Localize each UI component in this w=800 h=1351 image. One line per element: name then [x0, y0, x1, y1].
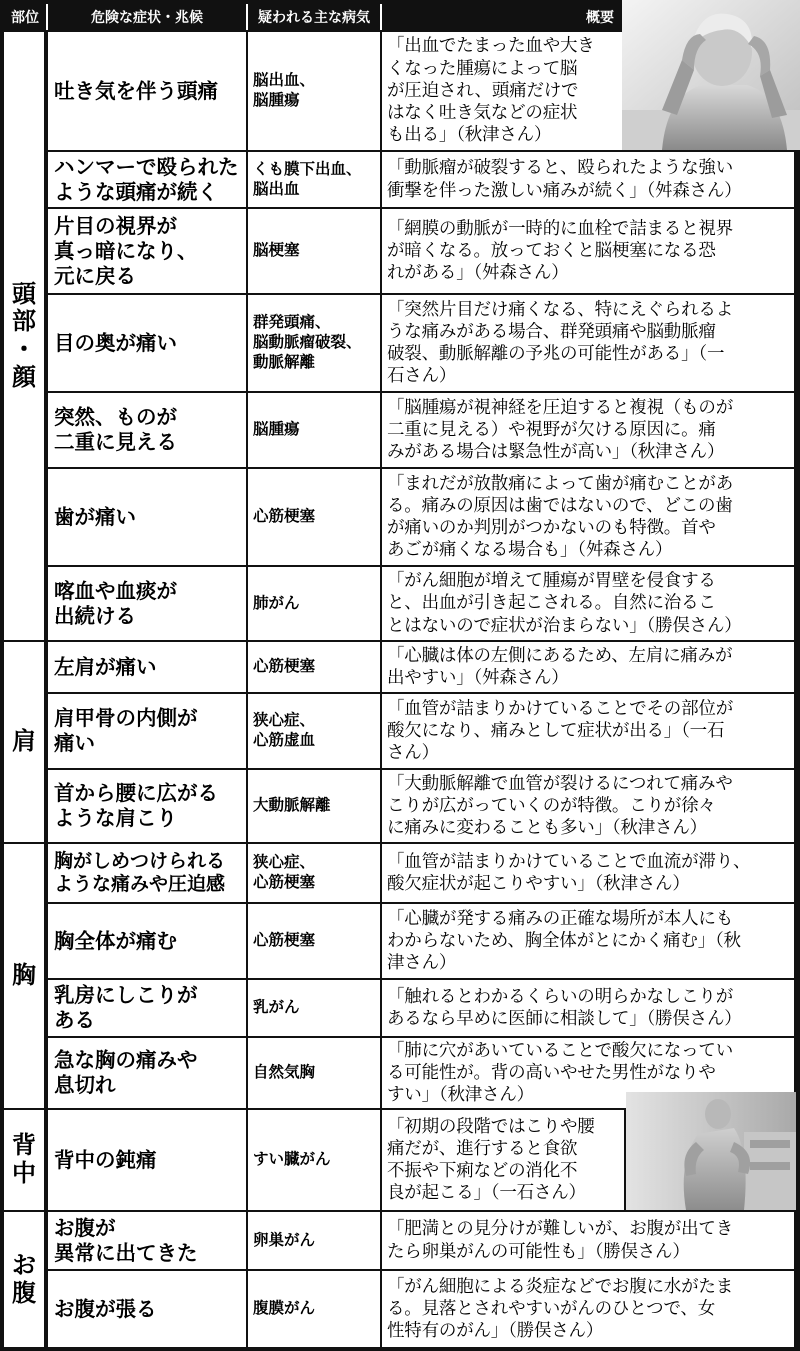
table-row-disease: [248, 904, 380, 978]
header-summary: 概要: [586, 10, 614, 26]
summary-text: 「心臓が発する痛みの正確な場所が本人にも わからないため、胸全体がとにかく痛む」（秋 津さん）: [387, 908, 741, 974]
symptom-text: 左肩が痛い: [54, 654, 157, 679]
table-row-summary: [382, 469, 794, 565]
table-row-symptom: [48, 295, 246, 391]
table-row-summary: [382, 1110, 624, 1210]
disease-text: 腹膜がん: [253, 1299, 316, 1318]
table-row-summary: [382, 980, 794, 1036]
table-row-disease: [248, 980, 380, 1036]
table-row-symptom: [48, 904, 246, 978]
disease-text: 心筋梗塞: [253, 657, 316, 676]
table-row-summary: [382, 642, 794, 692]
table-row-summary: [382, 393, 794, 467]
disease-text: 脳腫瘍: [253, 420, 300, 439]
summary-text: 「突然片目だけ痛くなる、特にえぐられるよ うな痛みがある場合、群発頭痛や脳動脈瘤 破裂、動脈解離の予兆の可能性がある」（一 石さん）: [387, 299, 733, 387]
symptom-text: 肩甲骨の内側が 痛い: [54, 706, 198, 755]
table-row-disease: [248, 694, 380, 768]
header-symptom: 危険な症状・兆候: [48, 4, 248, 30]
table-row-summary: [382, 209, 794, 293]
table-row-symptom: [48, 209, 246, 293]
table-row-disease: [248, 295, 380, 391]
summary-text: 「大動脈解離で血管が裂けるにつれて痛みや こりが広がっていくのが特徴。こりが徐々 に痛みに変わることも多い」（秋津さん）: [387, 773, 733, 839]
summary-text: 「まれだが放散痛によって歯が痛むことがあ る。痛みの原因は歯ではないので、どこの歯 が痛いのか判別がつかないのも特徴。首や あごが痛くなる場合も」（舛森さん）: [387, 473, 733, 561]
symptom-text: 急な胸の痛みや 息切れ: [54, 1048, 198, 1097]
table-row-symptom: [48, 1110, 246, 1210]
table-row-symptom: [48, 393, 246, 467]
summary-text: 「初期の段階ではこりや腰 痛だが、進行すると食欲 不振や下痢などの消化不 良が起こる」（一石さん）: [387, 1116, 595, 1204]
table-row-summary: [382, 694, 794, 768]
disease-text: 脳梗塞: [253, 241, 300, 260]
table-row-summary: [382, 844, 794, 902]
table-row-symptom: [48, 1038, 246, 1108]
summary-text: 「脳腫瘍が視神経を圧迫すると複視（ものが 二重に見える）や視野が欠ける原因に。痛 みがある場合は緊急性が高い」（秋津さん）: [387, 397, 733, 463]
table-row-summary: [382, 567, 794, 640]
section-shoulder: 肩: [4, 642, 44, 842]
symptom-text: 吐き気を伴う頭痛: [54, 78, 218, 103]
disease-text: 乳がん: [253, 998, 300, 1017]
summary-text: 「がん細胞による炎症などでお腹に水がたま る。見落とされやすいがんのひとつで、女 性特有のがん」（勝俣さん）: [387, 1276, 733, 1342]
table-row-disease: [248, 844, 380, 902]
section-back: 背 中: [4, 1110, 44, 1210]
table-row-summary: [382, 1271, 794, 1347]
section-head-face: 頭 部 ・ 顔: [4, 32, 44, 640]
symptom-text: お腹が 異常に出てきた: [54, 1215, 198, 1265]
disease-text: 狭心症、 心筋虚血: [253, 711, 316, 749]
table-row-disease: [248, 1271, 380, 1347]
table-row-summary: [382, 32, 622, 150]
summary-text: 「心臓は体の左側にあるため、左肩に痛みが 出やすい」（舛森さん）: [387, 645, 733, 688]
disease-text: 大動脈解離: [253, 796, 331, 815]
summary-text: 「肥満との見分けが難しいが、お腹が出てき たら卵巣がんの可能性も」（勝俣さん）: [387, 1219, 733, 1262]
summary-text: 「がん細胞が増えて腫瘍が胃壁を侵食する と、出血が引き起こされる。自然に治るこ とはないので症状が治まらない」（勝俣さん）: [387, 571, 742, 636]
disease-text: 自然気胸: [253, 1063, 316, 1082]
table-row-disease: [248, 1038, 380, 1108]
summary-text: 「血管が詰まりかけていることでその部位が 酸欠になり、痛みとして症状が出る」（一石 さん）: [387, 698, 733, 764]
table-row-disease: [248, 393, 380, 467]
summary-text: 「出血でたまった血や大き くなった腫瘍によって脳 が圧迫され、頭痛だけで はなく吐き気などの症状 も出る」（秋津さん）: [387, 36, 595, 146]
table-row-symptom: [48, 694, 246, 768]
symptom-text: 歯が痛い: [54, 504, 136, 529]
table-row-symptom: [48, 642, 246, 692]
symptom-text: 胸全体が痛む: [54, 928, 177, 953]
disease-text: 心筋梗塞: [253, 931, 316, 950]
table-row-disease: [248, 32, 380, 150]
symptom-text: 片目の視界が 真っ暗になり、 元に戻る: [54, 213, 198, 288]
header-part: 部位: [4, 4, 48, 30]
table-row-symptom: [48, 567, 246, 640]
symptom-text: 目の奥が痛い: [54, 330, 177, 355]
table-row-symptom: [48, 844, 246, 902]
disease-text: 卵巣がん: [253, 1230, 316, 1249]
table-row-symptom: [48, 469, 246, 565]
symptom-text: 乳房にしこりが ある: [54, 983, 198, 1032]
table-row-summary: [382, 770, 794, 842]
disease-text: 群発頭痛、 脳動脈瘤破裂、 動脈解離: [253, 313, 362, 371]
symptom-text: ハンマーで殴られた ような頭痛が続く: [54, 154, 239, 204]
summary-text: 「網膜の動脈が一時的に血栓で詰まると視界 が暗くなる。放っておくと脳梗塞になる恐 れがある」（舛森さん）: [387, 218, 733, 284]
table-row-symptom: [48, 152, 246, 207]
disease-text: 心筋梗塞: [253, 507, 316, 526]
table-row-symptom: [48, 770, 246, 842]
table-row-disease: [248, 567, 380, 640]
summary-text: 「肺に穴があいていることで酸欠になってい る可能性が。背の高いやせた男性がなりや すい」（秋津さん）: [387, 1040, 733, 1106]
table-row-disease: [248, 1110, 380, 1210]
symptom-text: 喀血や血痰が 出続ける: [54, 578, 177, 628]
symptom-text: お腹が張る: [54, 1296, 157, 1321]
table-row-symptom: [48, 980, 246, 1036]
section-belly: お 腹: [4, 1212, 44, 1347]
disease-text: 狭心症、 心筋梗塞: [253, 853, 316, 891]
disease-text: すい臓がん: [253, 1150, 331, 1169]
table-row-disease: [248, 770, 380, 842]
summary-text: 「血管が詰まりかけていることで血流が滞り、 酸欠症状が起こりやすい」（秋津さん）: [387, 851, 751, 894]
table-row-disease: [248, 642, 380, 692]
section-chest: 胸: [4, 844, 44, 1108]
table-row-symptom: [48, 32, 246, 150]
summary-text: 「動脈瘤が破裂すると、殴られたような強い 衝撃を伴った激しい痛みが続く」（舛森さん）: [387, 158, 742, 201]
table-row-summary: [382, 904, 794, 978]
back-pain-photo: [626, 1092, 796, 1210]
disease-text: 肺がん: [253, 593, 300, 612]
table-row-symptom: [48, 1212, 246, 1269]
symptom-text: 胸がしめつけられる ような痛みや圧迫感: [54, 849, 226, 895]
table-row-disease: [248, 152, 380, 207]
symptom-text: 突然、ものが 二重に見える: [54, 405, 177, 454]
header-disease: 疑われる主な病気: [248, 4, 382, 30]
table-row-summary: [382, 152, 794, 207]
summary-text: 「触れるとわかるくらいの明らかなしこりが あるなら早めに医師に相談して」（勝俣さん）: [387, 986, 742, 1029]
symptom-text: 背中の鈍痛: [54, 1147, 157, 1172]
symptom-text: 首から腰に広がる ような肩こり: [54, 781, 218, 830]
table-row-symptom: [48, 1271, 246, 1347]
elderly-woman-headache-photo: [622, 0, 800, 150]
table-row-summary: [382, 295, 794, 391]
disease-text: くも膜下出血、 脳出血: [253, 159, 362, 198]
table-row-disease: [248, 469, 380, 565]
disease-text: 脳出血、 脳腫瘍: [253, 71, 316, 109]
table-row-disease: [248, 1212, 380, 1269]
table-row-disease: [248, 209, 380, 293]
table-row-summary: [382, 1212, 794, 1269]
